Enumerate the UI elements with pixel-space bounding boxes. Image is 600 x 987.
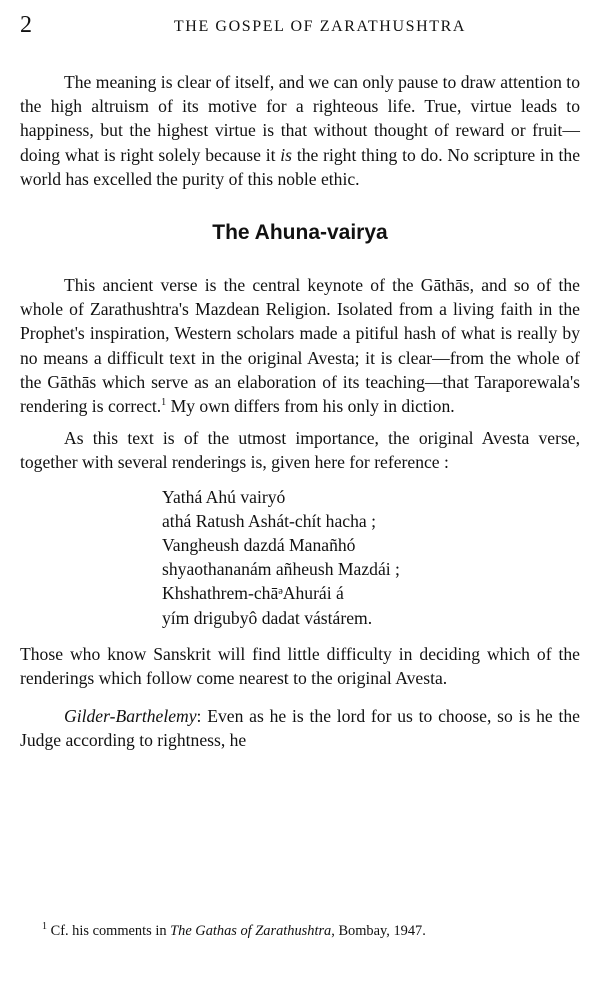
paragraph-text: The meaning is clear of itself, and we can only pause to draw attention to the high altruism of its motive for a righteous life. True, virtue leads to happiness, but the highest virtue is that without thought of reward or fruit—doing what is right solely because it — [20, 72, 580, 165]
paragraph-meaning — [20, 70, 580, 191]
verse-line: yím drigubyô dadat vástárem. — [162, 607, 373, 628]
section-heading: The Ahuna-vairya — [212, 221, 388, 245]
footnote — [20, 922, 580, 941]
verse-line: Vangheush dazdá Manañhó — [162, 535, 356, 556]
paragraph-text: the right thing to do. No scripture in the world has excelled the purity of this noble ethic. — [20, 144, 581, 189]
page-header — [20, 14, 580, 40]
paragraph-importance: As this text is of the utmost importance, the original Avesta verse, together with several renderings is, given here for reference : — [20, 428, 580, 473]
avesta-verse — [162, 485, 580, 630]
rendering-label: Gilder-Barthelemy — [64, 706, 197, 727]
footnote-marker: 1 — [42, 921, 47, 933]
footnote-title: The Gathas of Zarathushtra — [170, 923, 332, 939]
paragraph-keynote — [20, 273, 580, 418]
running-title: THE GOSPEL OF ZARATHUSHTRA — [173, 18, 467, 35]
paragraph-sanskrit: Those who know Sanskrit will find little difficulty in deciding which of the renderings which follow come nearest to the original Avesta. — [20, 643, 580, 689]
footnote-text: , Bombay, 1947. — [331, 923, 426, 939]
verse-line: shyaothananám añheush Mazdái ; — [162, 559, 400, 580]
footnote-reference: 1 — [161, 397, 167, 409]
paragraph-gilder-barthelemy — [20, 704, 580, 752]
footnote-text: Cf. his comments in — [47, 923, 171, 939]
page-number: 2 — [20, 12, 32, 38]
page-body — [20, 70, 580, 753]
paragraph-text: My own differs from his only in diction. — [166, 396, 455, 417]
verse-line: Yathá Ahú vairyó — [162, 486, 286, 507]
paragraph-text: : Even as he is the lord for us to choose, so is he the Judge according to rightness, he — [20, 706, 580, 751]
verse-line: Khshathrem-chāᵊAhurái á — [162, 583, 344, 604]
verse-line: athá Ratush Ashát-chít hacha ; — [162, 510, 376, 531]
paragraph-text: This ancient verse is the central keynote of the Gāthās, and so of the whole of Zarathushtra's Mazdean Religion. Isolated from a living faith in the Prophet's inspiration, Western scholars made a pitiful hash of what is really by no means a difficult text in the original Avesta; it is clear—from the whole of the Gāthās which serve as an elaboration of its teaching—that Taraporewala's rendering is correct. — [20, 275, 580, 417]
emphasis-text: is — [280, 144, 293, 165]
